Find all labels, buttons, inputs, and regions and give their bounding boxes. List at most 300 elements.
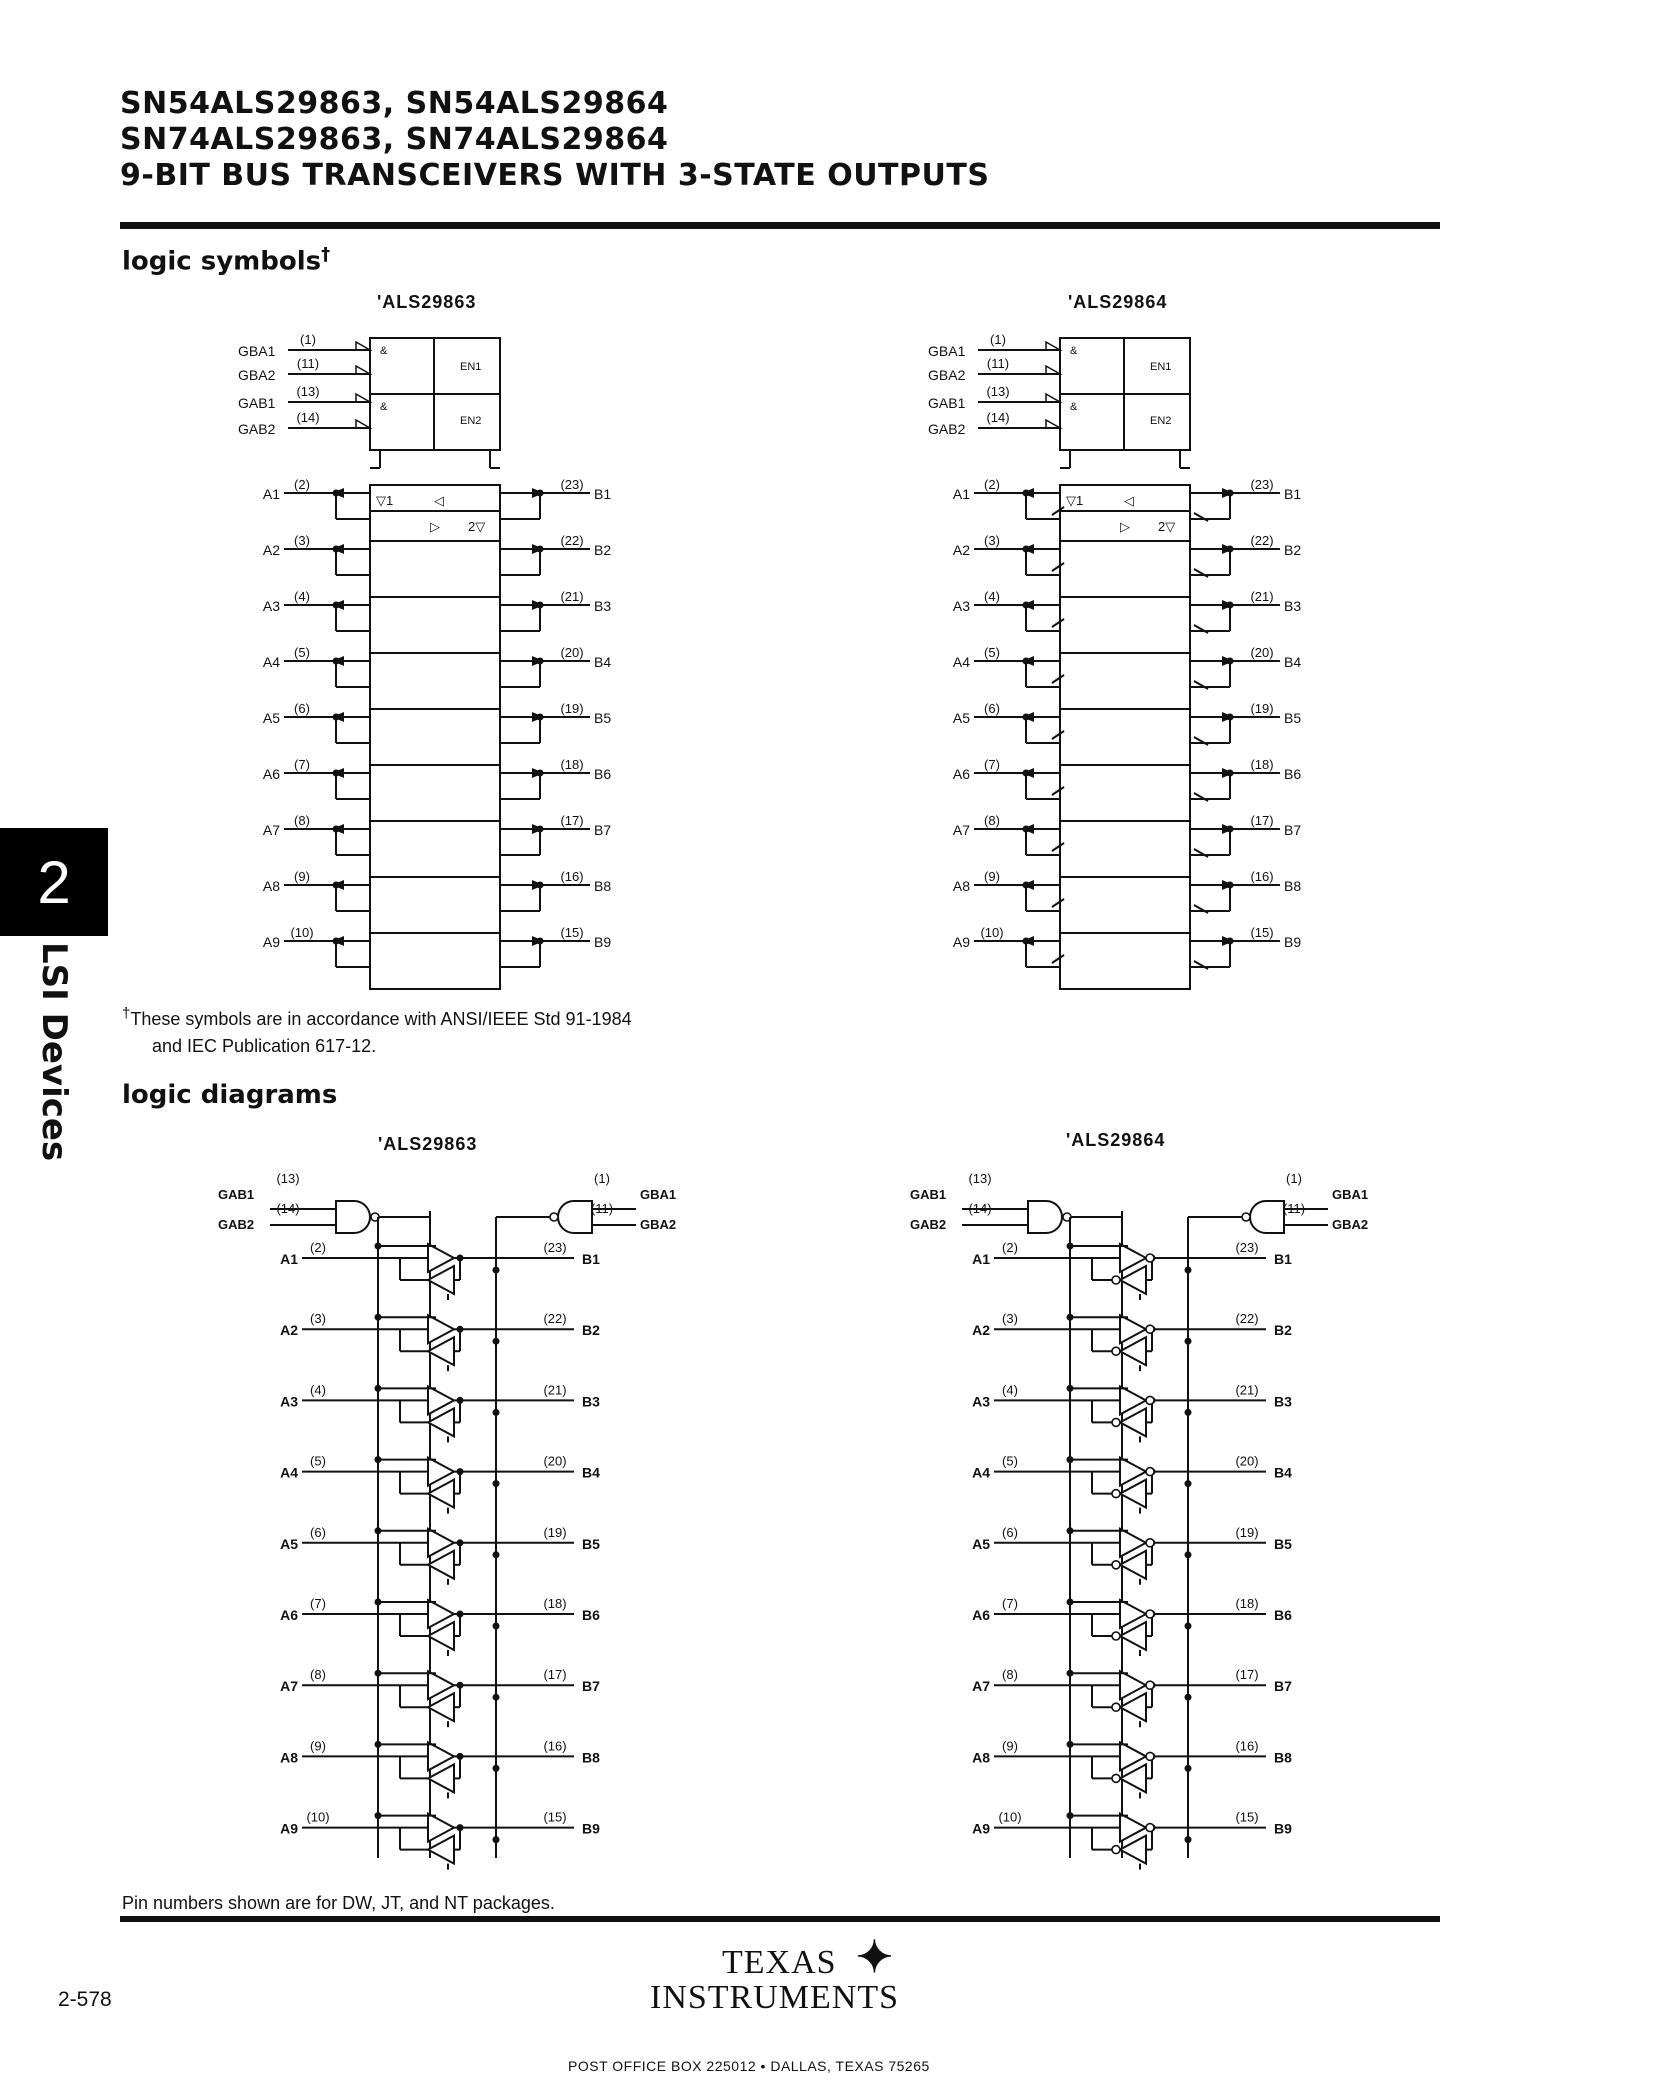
- port-pin-b: (17): [560, 813, 584, 828]
- port-row-box: [370, 877, 500, 933]
- port-pin-a: (5): [294, 645, 310, 660]
- b-arrow: [532, 936, 544, 946]
- a-arrow: [332, 656, 344, 666]
- and-gate-label: &: [1070, 401, 1078, 413]
- negation-triangle: [1046, 342, 1060, 350]
- a-arrow: [1022, 600, 1034, 610]
- diagram-a-label: A3: [972, 1393, 990, 1410]
- enable-tap-dot: [493, 1480, 500, 1487]
- diagram-a-label: A7: [280, 1678, 298, 1695]
- footnote-line-1: These symbols are in accordance with ANSI/IEEE Std 91-1984: [130, 1009, 632, 1029]
- diagram-b-pin: (17): [543, 1667, 567, 1683]
- b-arrow: [1222, 656, 1234, 666]
- port-row-box: [1060, 541, 1190, 597]
- port-pin-b: (19): [560, 701, 584, 716]
- port-pin-a: (9): [294, 869, 310, 884]
- port-pin-a: (3): [294, 533, 310, 548]
- port-label-a: A7: [262, 822, 280, 838]
- a-arrow: [332, 544, 344, 554]
- diagram-b-pin: (21): [543, 1382, 567, 1398]
- diagram-a-pin: (7): [310, 1596, 326, 1611]
- diagram-a-pin: (5): [310, 1453, 326, 1469]
- port-label-a: A2: [952, 542, 970, 558]
- port-row-box: [1060, 765, 1190, 821]
- port-row-box: [370, 541, 500, 597]
- dir-label-ab: ▽1: [1066, 493, 1084, 508]
- port-pin-a: (10): [290, 925, 314, 940]
- diagram-a-label: A3: [280, 1393, 298, 1410]
- diagram-a-pin: (10): [306, 1809, 330, 1825]
- enable-tap-dot: [493, 1551, 500, 1558]
- diagram-b-label: B8: [582, 1749, 600, 1766]
- a-arrow: [332, 488, 344, 498]
- enable-tap-dot: [493, 1623, 500, 1630]
- port-label-b: B7: [594, 822, 612, 838]
- a-arrow: [1022, 712, 1034, 722]
- port-label-b: B4: [1284, 654, 1302, 670]
- control-pin-number: (11): [986, 356, 1010, 371]
- diagram-b-pin: (20): [1235, 1453, 1259, 1469]
- port-row-box: [1060, 933, 1190, 989]
- a-arrow: [1022, 656, 1034, 666]
- inverting-slash: [1052, 675, 1064, 683]
- enable-tap-dot: [493, 1338, 500, 1345]
- diagram-a-label: A6: [280, 1607, 298, 1623]
- port-pin-b: (23): [1250, 477, 1274, 492]
- inverting-slash: [1052, 843, 1064, 851]
- port-label-b: B3: [1284, 598, 1302, 614]
- port-pin-b: (15): [1250, 925, 1274, 940]
- port-row-box: [370, 933, 500, 989]
- diagram-b-pin: (18): [543, 1596, 567, 1611]
- gba2-pin: (11): [590, 1201, 614, 1216]
- b-arrow: [1222, 768, 1234, 778]
- inverting-slash: [1052, 731, 1064, 739]
- enable-tap-dot: [1185, 1267, 1192, 1274]
- diagram-a-label: A9: [280, 1820, 298, 1837]
- b-arrow: [532, 712, 544, 722]
- port-pin-a: (7): [984, 757, 1000, 772]
- gab1-pin: (13): [968, 1171, 992, 1186]
- port-label-b: B8: [1284, 878, 1302, 894]
- diagram-a-pin: (6): [310, 1524, 326, 1540]
- diagram-b-pin: (23): [1235, 1240, 1259, 1255]
- diagram-b-pin: (19): [543, 1524, 567, 1540]
- inverting-slash: [1052, 619, 1064, 627]
- a-arrow: [1022, 488, 1034, 498]
- port-label-a: A1: [262, 486, 280, 502]
- port-label-b: B4: [594, 654, 612, 670]
- diagram-b-label: B4: [582, 1464, 600, 1481]
- port-pin-b: (21): [1250, 589, 1274, 604]
- a-arrow: [332, 712, 344, 722]
- dir-label-ab: ▽1: [376, 493, 394, 508]
- diagram-a-label: A8: [972, 1749, 990, 1766]
- port-label-b: B9: [594, 934, 612, 950]
- diagram-a-pin: (4): [1002, 1382, 1018, 1398]
- negation-triangle: [356, 420, 370, 428]
- logic-diagrams-title: logic diagrams: [122, 1080, 338, 1110]
- diagram-b-label: B2: [1274, 1322, 1292, 1339]
- b-arrow: [1222, 488, 1234, 498]
- gba2-label: GBA2: [640, 1217, 677, 1232]
- diagram-a-pin: (4): [310, 1382, 326, 1398]
- diagram-b-label: B6: [1274, 1607, 1292, 1623]
- enable-tap-dot: [493, 1267, 500, 1274]
- control-input-label: GBA1: [928, 343, 966, 359]
- diagram-a-pin: (6): [1002, 1524, 1018, 1540]
- control-input-label: GAB1: [928, 395, 966, 411]
- a-arrow: [332, 936, 344, 946]
- port-row-box: [1060, 709, 1190, 765]
- port-pin-a: (10): [980, 925, 1004, 940]
- port-label-a: A4: [952, 654, 970, 670]
- diagram-device-label-left: 'ALS29863: [378, 1134, 478, 1154]
- gab2-pin: (14): [276, 1201, 300, 1216]
- port-pin-a: (8): [984, 813, 1000, 828]
- port-label-a: A9: [952, 934, 970, 950]
- port-pin-b: (16): [560, 869, 584, 884]
- port-label-b: B5: [1284, 710, 1302, 726]
- gba-output-bubble: [1242, 1213, 1250, 1221]
- negation-triangle: [1046, 394, 1060, 402]
- control-input-label: GAB1: [238, 395, 276, 411]
- enable-tap-dot: [493, 1694, 500, 1701]
- enable-label-1: EN1: [460, 361, 482, 373]
- b-arrow: [532, 600, 544, 610]
- control-input-label: GAB2: [238, 421, 276, 437]
- port-label-a: A8: [262, 878, 280, 894]
- enable-tap-dot: [1185, 1338, 1192, 1345]
- port-pin-b: (17): [1250, 813, 1274, 828]
- header-line-1: SN54ALS29863, SN54ALS29864: [120, 86, 669, 121]
- section-tab-label: LSI Devices: [34, 942, 74, 1162]
- inverter-bubble-ab: [1146, 1325, 1154, 1333]
- b-arrow: [1222, 712, 1234, 722]
- port-pin-b: (22): [560, 533, 584, 548]
- b-arrow: [1222, 936, 1234, 946]
- b-arrow: [1222, 544, 1234, 554]
- diagram-a-pin: (8): [310, 1667, 326, 1683]
- gba1-pin: (1): [594, 1171, 610, 1186]
- port-pin-b: (16): [1250, 869, 1274, 884]
- gba2-label: GBA2: [1332, 1217, 1369, 1232]
- port-row-box: [370, 653, 500, 709]
- b-arrow: [1222, 600, 1234, 610]
- pin-note: Pin numbers shown are for DW, JT, and NT packages.: [122, 1893, 555, 1913]
- diagram-b-label: B5: [1274, 1535, 1292, 1552]
- port-label-a: A3: [262, 598, 280, 614]
- port-pin-a: (4): [984, 589, 1000, 604]
- inverter-bubble-ab: [1146, 1396, 1154, 1404]
- inverter-bubble-ab: [1146, 1681, 1154, 1689]
- b-arrow: [1222, 880, 1234, 890]
- port-pin-b: (22): [1250, 533, 1274, 548]
- section-tab: 2: [0, 828, 108, 936]
- inverter-bubble-ba: [1112, 1846, 1120, 1854]
- diagram-b-label: B3: [1274, 1393, 1292, 1410]
- port-pin-b: (21): [560, 589, 584, 604]
- enable-tap-dot: [1185, 1409, 1192, 1416]
- dir-arrow-right: ▷: [430, 519, 440, 534]
- port-pin-b: (15): [560, 925, 584, 940]
- diagram-b-label: B8: [1274, 1749, 1292, 1766]
- inverter-bubble-ab: [1146, 1468, 1154, 1476]
- enable-tap-dot: [493, 1765, 500, 1772]
- port-label-b: B6: [1284, 766, 1302, 782]
- diagram-a-label: A5: [972, 1535, 990, 1552]
- inverting-slash: [1052, 787, 1064, 795]
- diagram-b-label: B7: [1274, 1678, 1292, 1695]
- diagram-a-label: A2: [280, 1322, 298, 1339]
- port-pin-b: (19): [1250, 701, 1274, 716]
- gba2-pin: (11): [1282, 1201, 1306, 1216]
- port-pin-a: (2): [984, 477, 1000, 492]
- header-line-3: 9-BIT BUS TRANSCEIVERS WITH 3-STATE OUTPUTS: [120, 158, 990, 193]
- port-label-a: A9: [262, 934, 280, 950]
- diagram-b-pin: (16): [543, 1738, 567, 1754]
- logic-symbols-title: logic symbols†: [122, 244, 331, 277]
- gba-output-bubble: [550, 1213, 558, 1221]
- diagram-b-label: B3: [582, 1393, 600, 1410]
- gab1-label: GAB1: [910, 1187, 947, 1202]
- diagram-b-pin: (22): [1235, 1311, 1259, 1327]
- control-input-label: GAB2: [928, 421, 966, 437]
- port-row-box: [1060, 821, 1190, 877]
- inverter-bubble-ab: [1146, 1539, 1154, 1547]
- b-arrow: [532, 544, 544, 554]
- port-label-b: B6: [594, 766, 612, 782]
- ti-emblem-icon: ✦: [856, 1933, 893, 1982]
- b-arrow: [532, 656, 544, 666]
- header-line-2: SN74ALS29863, SN74ALS29864: [120, 122, 669, 157]
- dir-label-ba: 2▽: [468, 519, 486, 534]
- and-gate-label: &: [380, 401, 388, 413]
- b-arrow: [1222, 824, 1234, 834]
- a-arrow: [1022, 880, 1034, 890]
- port-row-box: [370, 821, 500, 877]
- diagram-a-pin: (8): [1002, 1667, 1018, 1683]
- inverter-bubble-ba: [1112, 1703, 1120, 1711]
- diagram-b-pin: (19): [1235, 1524, 1259, 1540]
- dir-arrow-left: ◁: [1124, 493, 1134, 508]
- gba1-pin: (1): [1286, 1171, 1302, 1186]
- inverter-bubble-ab: [1146, 1254, 1154, 1262]
- enable-label-1: EN1: [1150, 361, 1172, 373]
- a-arrow: [332, 824, 344, 834]
- enable-tap-dot: [1185, 1694, 1192, 1701]
- dir-arrow-right: ▷: [1120, 519, 1130, 534]
- diagram-a-pin: (9): [310, 1738, 326, 1754]
- control-pin-number: (1): [990, 332, 1006, 347]
- port-pin-b: (23): [560, 477, 584, 492]
- company-name-line-2: INSTRUMENTS: [650, 1979, 900, 2016]
- enable-tap-dot: [493, 1836, 500, 1843]
- control-pin-number: (14): [986, 410, 1010, 425]
- diagram-a-pin: (2): [1002, 1240, 1018, 1255]
- diagram-a-label: A1: [972, 1251, 990, 1267]
- control-input-label: GBA1: [238, 343, 276, 359]
- gab2-pin: (14): [968, 1201, 992, 1216]
- a-arrow: [1022, 544, 1034, 554]
- port-pin-a: (6): [294, 701, 310, 716]
- port-pin-b: (20): [560, 645, 584, 660]
- gab-nand-gate: [336, 1201, 370, 1233]
- a-arrow: [332, 880, 344, 890]
- gab1-pin: (13): [276, 1171, 300, 1186]
- a-arrow: [332, 600, 344, 610]
- diagram-a-pin: (5): [1002, 1453, 1018, 1469]
- footnote-line-2: and IEC Publication 617-12.: [152, 1036, 377, 1056]
- control-pin-number: (1): [300, 332, 316, 347]
- port-row-box: [370, 597, 500, 653]
- a-arrow: [1022, 824, 1034, 834]
- gab2-label: GAB2: [910, 1217, 947, 1232]
- diagram-b-label: B2: [582, 1322, 600, 1339]
- inverter-bubble-ab: [1146, 1610, 1154, 1618]
- diagram-b-pin: (17): [1235, 1667, 1259, 1683]
- port-label-a: A5: [952, 710, 970, 726]
- diagram-b-pin: (21): [1235, 1382, 1259, 1398]
- diagram-b-label: B4: [1274, 1464, 1292, 1481]
- port-row-box: [1060, 597, 1190, 653]
- port-label-a: A8: [952, 878, 970, 894]
- port-label-b: B3: [594, 598, 612, 614]
- diagram-a-label: A7: [972, 1678, 990, 1695]
- company-name-line-1: TEXAS: [722, 1944, 837, 1981]
- port-label-a: A4: [262, 654, 280, 670]
- port-row-box: [370, 709, 500, 765]
- port-label-b: B5: [594, 710, 612, 726]
- diagram-b-pin: (23): [543, 1240, 567, 1255]
- a-arrow: [1022, 936, 1034, 946]
- enable-tap-dot: [1185, 1623, 1192, 1630]
- diagram-b-pin: (18): [1235, 1596, 1259, 1611]
- gba-nand-gate: [558, 1201, 592, 1233]
- inverting-slash: [1052, 563, 1064, 571]
- control-pin-number: (13): [296, 384, 320, 399]
- port-label-a: A5: [262, 710, 280, 726]
- diagram-a-label: A6: [972, 1607, 990, 1623]
- negation-triangle: [356, 366, 370, 374]
- port-label-a: A6: [952, 766, 970, 782]
- inverting-slash: [1052, 955, 1064, 963]
- port-pin-a: (8): [294, 813, 310, 828]
- diagram-a-pin: (3): [310, 1311, 326, 1327]
- port-pin-a: (2): [294, 477, 310, 492]
- diagram-a-label: A2: [972, 1322, 990, 1339]
- b-arrow: [532, 824, 544, 834]
- enable-tap-dot: [1185, 1836, 1192, 1843]
- gab-nand-gate: [1028, 1201, 1062, 1233]
- control-pin-number: (14): [296, 410, 320, 425]
- diagram-b-pin: (16): [1235, 1738, 1259, 1754]
- footnote: †These symbols are in accordance with ANSI/IEEE Std 91-1984 and IEC Publication 617-12.: [122, 1000, 632, 1060]
- inverter-bubble-ba: [1112, 1418, 1120, 1426]
- port-label-a: A3: [952, 598, 970, 614]
- negation-triangle: [1046, 420, 1060, 428]
- port-label-b: B7: [1284, 822, 1302, 838]
- a-arrow: [332, 768, 344, 778]
- enable-tap-dot: [493, 1409, 500, 1416]
- diagram-a-pin: (3): [1002, 1311, 1018, 1327]
- port-row-box: [1060, 877, 1190, 933]
- gba-nand-gate: [1250, 1201, 1284, 1233]
- dir-label-ba: 2▽: [1158, 519, 1176, 534]
- diagram-a-pin: (10): [998, 1809, 1022, 1825]
- negation-triangle: [356, 394, 370, 402]
- diagram-device-label-right: 'ALS29864: [1066, 1130, 1166, 1150]
- inverter-bubble-ab: [1146, 1824, 1154, 1832]
- and-gate-label: &: [380, 345, 388, 357]
- diagram-b-label: B5: [582, 1535, 600, 1552]
- footer-address: POST OFFICE BOX 225012 • DALLAS, TEXAS 75265: [568, 2058, 930, 2074]
- port-label-b: B8: [594, 878, 612, 894]
- control-input-label: GBA2: [928, 367, 966, 383]
- control-pin-number: (11): [296, 356, 320, 371]
- port-pin-b: (18): [560, 757, 584, 772]
- diagram-a-label: A8: [280, 1749, 298, 1766]
- symbol-device-label-left: 'ALS29863: [377, 292, 477, 312]
- port-pin-a: (7): [294, 757, 310, 772]
- inverter-bubble-ba: [1112, 1276, 1120, 1284]
- inverter-bubble-ba: [1112, 1632, 1120, 1640]
- diagram-b-pin: (22): [543, 1311, 567, 1327]
- b-arrow: [532, 768, 544, 778]
- page-number: 2-578: [58, 1988, 112, 2011]
- a-arrow: [1022, 768, 1034, 778]
- b-arrow: [532, 488, 544, 498]
- port-pin-b: (18): [1250, 757, 1274, 772]
- negation-triangle: [1046, 366, 1060, 374]
- control-pin-number: (13): [986, 384, 1010, 399]
- port-pin-b: (20): [1250, 645, 1274, 660]
- diagram-b-label: B1: [1274, 1251, 1292, 1267]
- diagram-b-label: B1: [582, 1251, 600, 1267]
- diagram-a-label: A5: [280, 1535, 298, 1552]
- port-row-box: [1060, 653, 1190, 709]
- port-pin-a: (5): [984, 645, 1000, 660]
- diagram-a-pin: (9): [1002, 1738, 1018, 1754]
- port-label-a: A2: [262, 542, 280, 558]
- diagram-a-label: A1: [280, 1251, 298, 1267]
- inverter-bubble-ba: [1112, 1490, 1120, 1498]
- inverter-bubble-ba: [1112, 1561, 1120, 1569]
- negation-triangle: [356, 342, 370, 350]
- diagram-b-label: B9: [582, 1820, 600, 1837]
- diagram-a-label: A9: [972, 1820, 990, 1837]
- gab1-label: GAB1: [218, 1187, 255, 1202]
- diagram-a-pin: (7): [1002, 1596, 1018, 1611]
- diagram-b-label: B9: [1274, 1820, 1292, 1837]
- port-label-b: B9: [1284, 934, 1302, 950]
- enable-label-2: EN2: [1150, 415, 1172, 427]
- port-label-b: B1: [1284, 486, 1302, 502]
- diagram-b-label: B7: [582, 1678, 600, 1695]
- port-pin-a: (3): [984, 533, 1000, 548]
- and-gate-label: &: [1070, 345, 1078, 357]
- diagram-a-label: A4: [280, 1464, 298, 1481]
- diagram-a-label: A4: [972, 1464, 990, 1481]
- port-label-a: A6: [262, 766, 280, 782]
- gba1-label: GBA1: [1332, 1187, 1369, 1202]
- diagram-b-pin: (15): [1235, 1809, 1259, 1825]
- port-pin-a: (4): [294, 589, 310, 604]
- port-label-a: A1: [952, 486, 970, 502]
- diagram-b-label: B6: [582, 1607, 600, 1623]
- inverter-bubble-ab: [1146, 1752, 1154, 1760]
- port-row-box: [370, 765, 500, 821]
